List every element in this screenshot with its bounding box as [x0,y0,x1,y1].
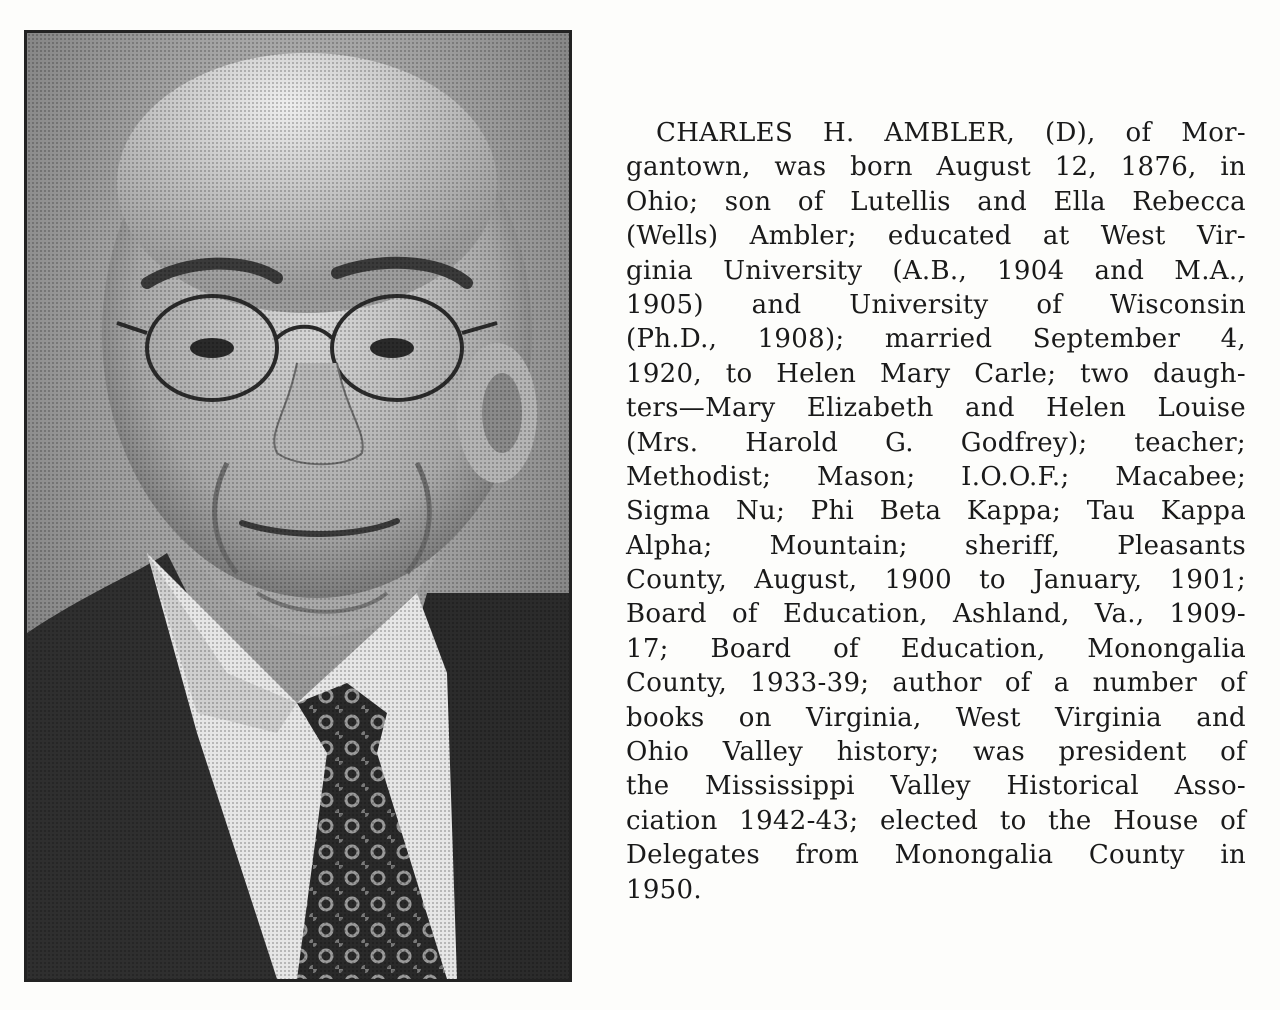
biography-line: 1950. [626,874,702,905]
biography-line: Board of Education, Ashland, Va., 1909- [626,599,1246,630]
biography-line: County, August, 1900 to January, 1901; [626,565,1246,596]
biography-line: (Mrs. Harold G. Godfrey); teacher; [626,427,1246,458]
biography-line: the Mississippi Valley Historical Asso- [626,771,1246,802]
biography-line: Methodist; Mason; I.O.O.F.; Macabee; [626,461,1246,492]
biography-line: 1905) and University of Wisconsin [626,289,1246,320]
biography-line: Sigma Nu; Phi Beta Kappa; Tau Kappa [626,496,1246,527]
biography-line: County, 1933-39; author of a number of [626,668,1246,699]
biography-line: 17; Board of Education, Monongalia [626,633,1246,664]
portrait-photo [24,30,572,982]
biography-line: Delegates from Monongalia County in [626,840,1246,871]
biography-line: books on Virginia, West Virginia and [626,702,1246,733]
biography-line: gantown, was born August 12, 1876, in [626,152,1246,183]
biography-line: ciation 1942-43; elected to the House of [626,805,1246,836]
portrait-illustration [27,33,569,979]
biography-line: Ohio Valley history; was president of [626,737,1246,768]
biography-line: ginia University (A.B., 1904 and M.A., [626,255,1246,286]
biography-line: (Wells) Ambler; educated at West Vir- [626,221,1246,252]
biography-line: ters—Mary Elizabeth and Helen Louise [626,393,1246,424]
biography-line: Alpha; Mountain; sheriff, Pleasants [626,530,1246,561]
biography-line: Ohio; son of Lutellis and Ella Rebecca [626,186,1246,217]
biography-line: (Ph.D., 1908); married September 4, [626,324,1246,355]
biography-text [626,116,1246,907]
biography-line: 1920, to Helen Mary Carle; two daugh- [626,358,1246,389]
biography-line: CHARLES H. AMBLER, (D), of Mor- [656,118,1246,148]
